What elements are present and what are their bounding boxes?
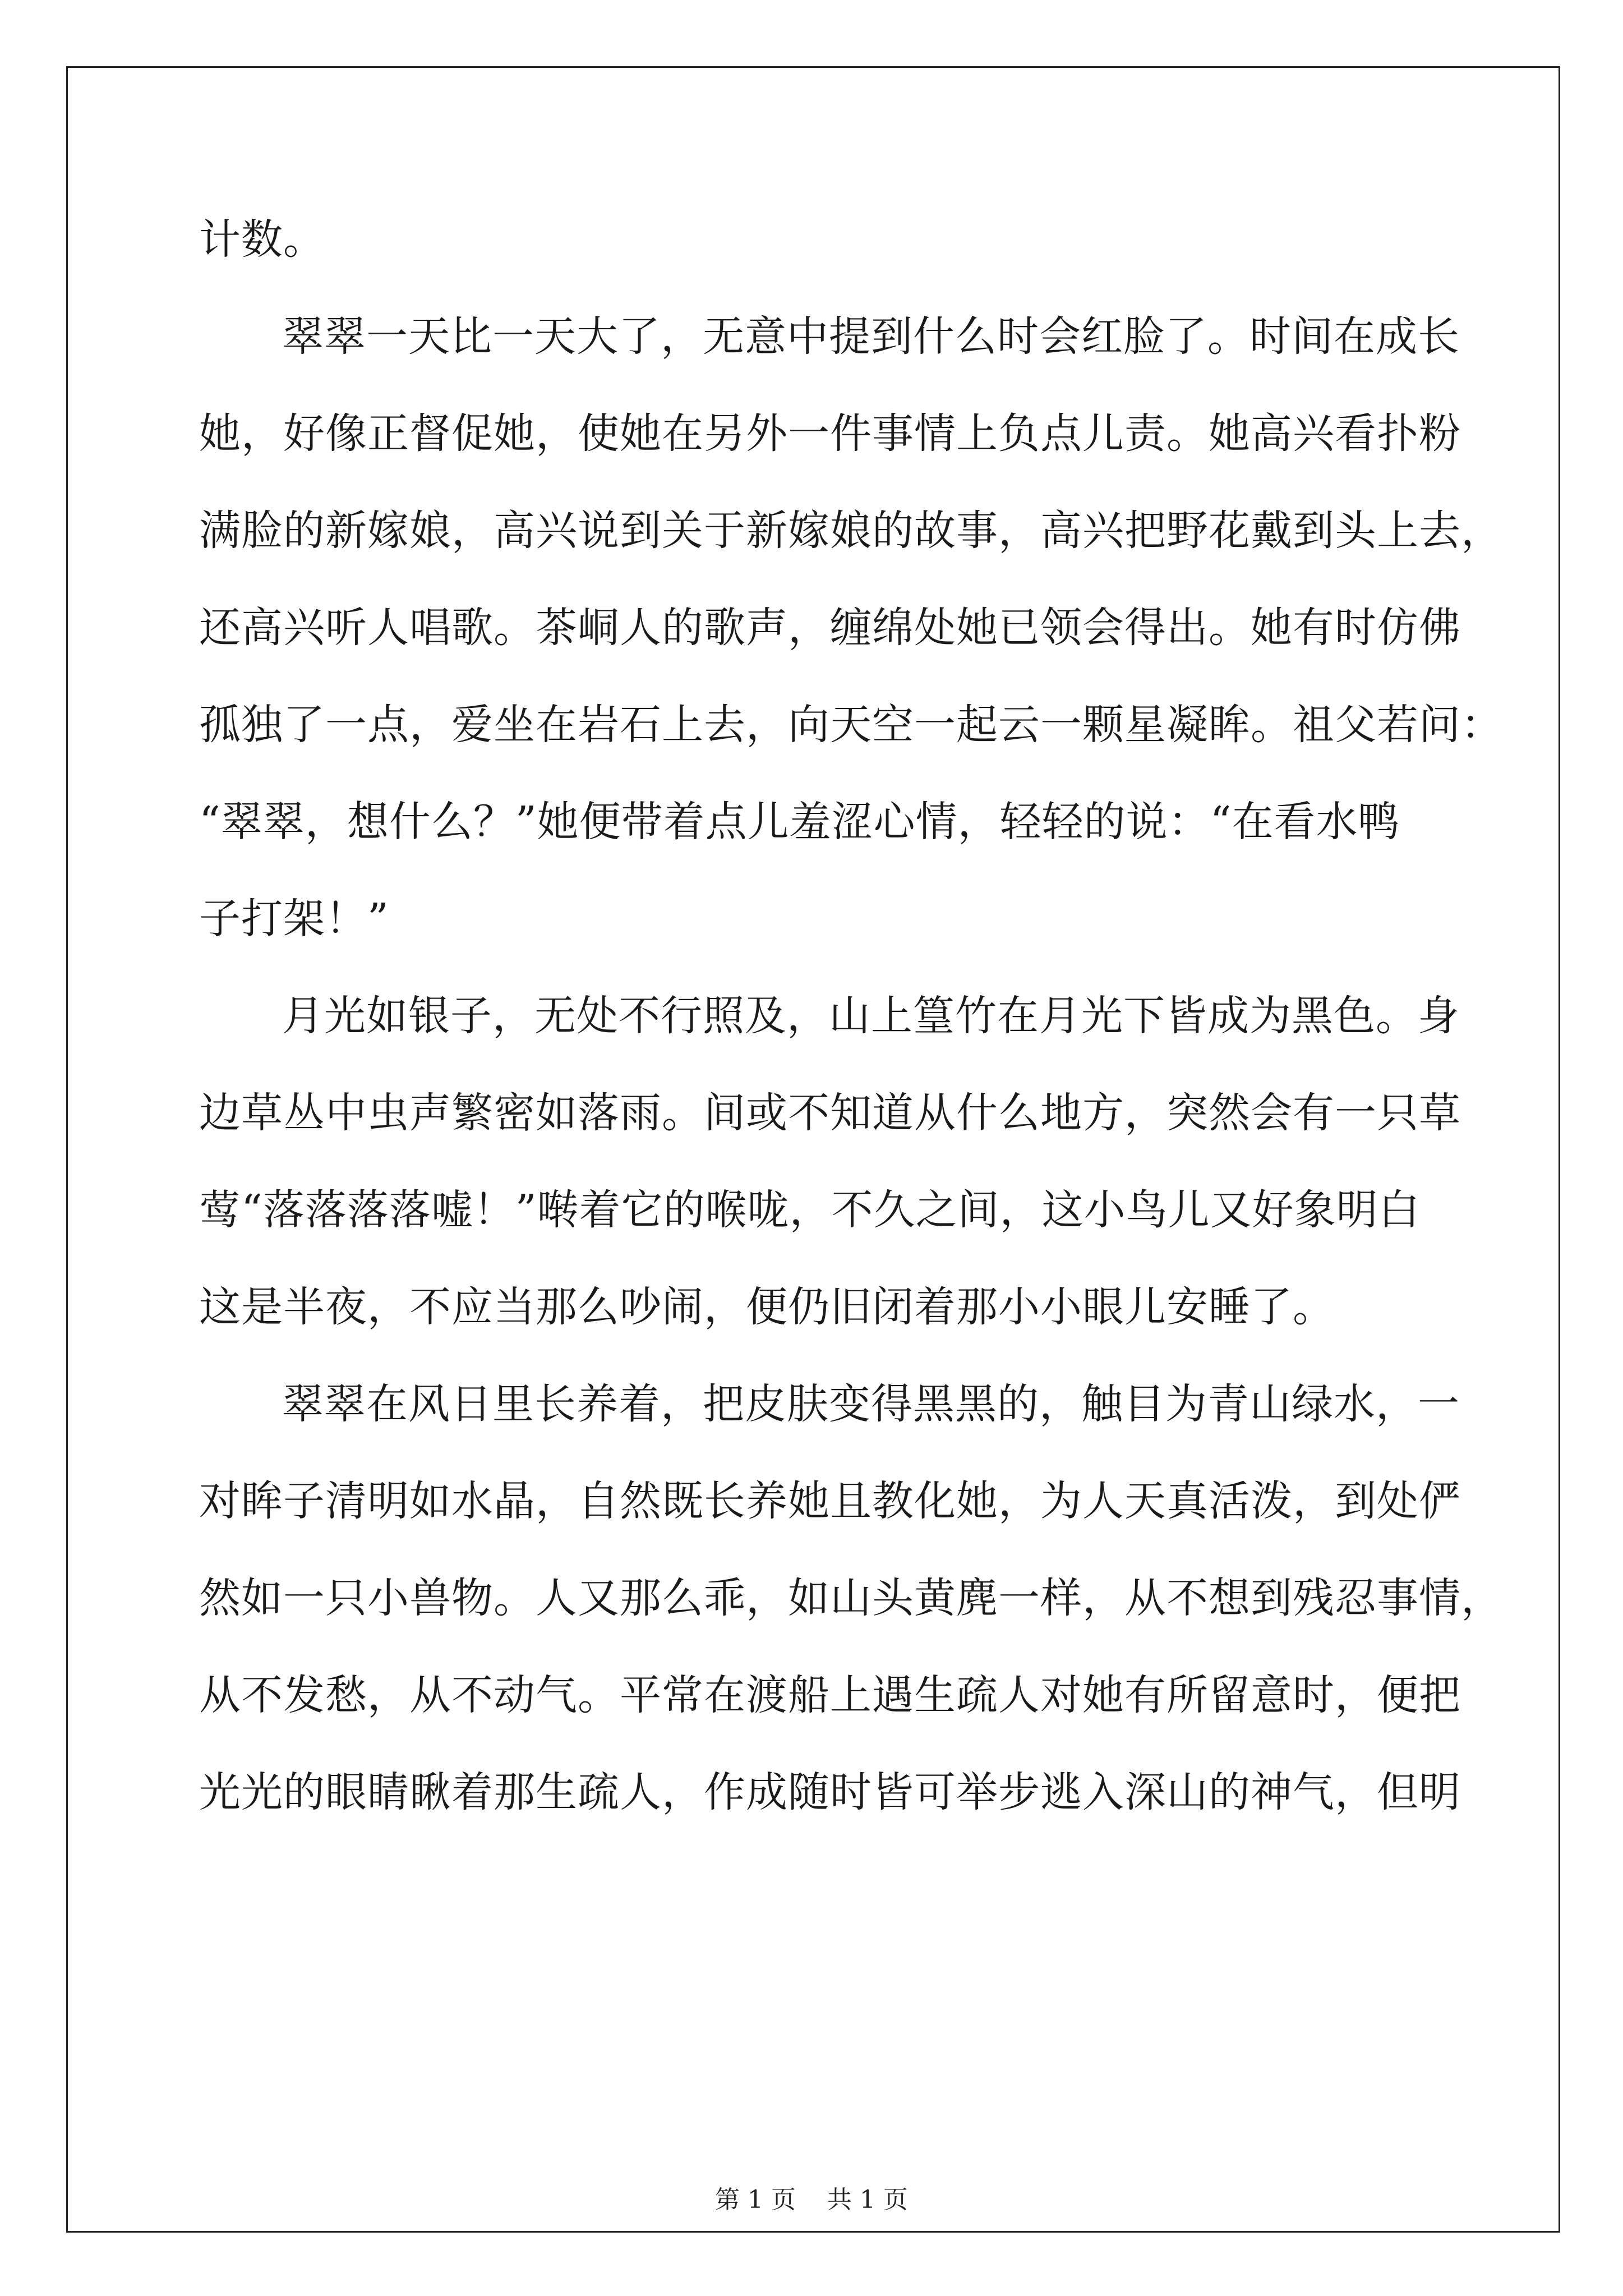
text-line: 边草丛中虫声繁密如落雨。间或不知道从什么地方，突然会有一只草 xyxy=(199,1089,1461,1137)
text-line: 从不发愁，从不动气。平常在渡船上遇生疏人对她有所留意时，便把 xyxy=(199,1671,1461,1719)
text-line: 光光的眼睛瞅着那生疏人，作成随时皆可举步逃入深山的神气，但明 xyxy=(199,1768,1461,1816)
text-line: 计数。 xyxy=(199,215,325,264)
text-line: “翠翠，想什么？”她便带着点儿羞涩心情，轻轻的说：“在看水鸭 xyxy=(199,798,1400,846)
text-line: 莺“落落落落嘘！”啭着它的喉咙，不久之间，这小鸟儿又好象明白 xyxy=(199,1186,1421,1234)
paragraph-first-line: 月光如银子，无处不行照及，山上篁竹在月光下皆成为黑色。身 xyxy=(282,992,1460,1040)
paragraph-first-line: 翠翠一天比一天大了，无意中提到什么时会红脸了。时间在成长 xyxy=(282,312,1460,361)
text-line: 满脸的新嫁娘，高兴说到关于新嫁娘的故事，高兴把野花戴到头上去， xyxy=(199,507,1503,555)
paragraph-first-line: 翠翠在风日里长养着，把皮肤变得黑黑的，触目为青山绿水，一 xyxy=(282,1380,1460,1428)
text-line: 她，好像正督促她，使她在另外一件事情上负点儿责。她高兴看扑粉 xyxy=(199,409,1461,458)
text-line: 还高兴听人唱歌。茶峒人的歌声，缠绵处她已领会得出。她有时仿佛 xyxy=(199,604,1461,652)
text-line: 对眸子清明如水晶，自然既长养她且教化她，为人天真活泼，到处俨 xyxy=(199,1477,1461,1525)
page-number-footer: 第 1 页 共 1 页 xyxy=(715,2185,908,2214)
text-line: 孤独了一点，爱坐在岩石上去，向天空一起云一颗星凝眸。祖父若问： xyxy=(199,701,1503,749)
text-line: 这是半夜，不应当那么吵闹，便仍旧闭着那小小眼儿安睡了。 xyxy=(199,1283,1335,1331)
text-line: 子打架！” xyxy=(199,895,389,943)
document-body xyxy=(199,215,1503,1869)
text-line: 然如一只小兽物。人又那么乖，如山头黄麂一样，从不想到残忍事情， xyxy=(199,1574,1503,1622)
